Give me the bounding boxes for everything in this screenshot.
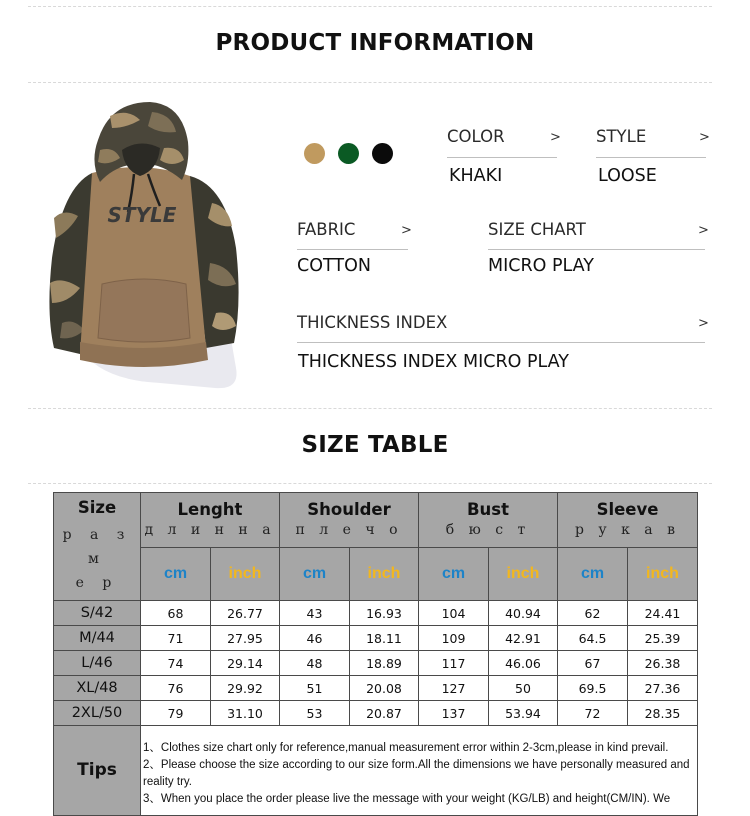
value-cell: 67 — [558, 651, 628, 676]
size-chart-value: MICRO PLAY — [488, 256, 594, 276]
size-table — [53, 492, 698, 816]
value-cell: 137 — [419, 701, 489, 726]
value-cell: 26.38 — [628, 651, 698, 676]
size-cell: 2XL/50 — [54, 701, 141, 726]
value-cell: 76 — [141, 676, 211, 701]
value-cell: 43 — [280, 601, 350, 626]
table-row — [54, 626, 698, 651]
value-cell: 79 — [141, 701, 211, 726]
divider-before-size-table — [28, 408, 712, 409]
value-cell: 40.94 — [489, 601, 558, 626]
size-table-title: SIZE TABLE — [301, 432, 449, 458]
value-cell: 71 — [141, 626, 211, 651]
unit-cm: cm — [441, 565, 466, 582]
unit-cm: cm — [580, 565, 605, 582]
table-row — [54, 601, 698, 626]
unit-inch-header — [489, 548, 558, 601]
color-label: COLOR — [447, 127, 505, 146]
size-cell: S/42 — [54, 601, 141, 626]
tip-2: 2、Please choose the size according to our size form.All the dimensions we have personally measured and reality try. — [143, 759, 690, 788]
group-en: Bust — [466, 500, 510, 519]
value-cell: 117 — [419, 651, 489, 676]
style-label: STYLE — [596, 127, 647, 146]
value-cell: 42.91 — [489, 626, 558, 651]
table-row — [54, 701, 698, 726]
size-cell: L/46 — [54, 651, 141, 676]
unit-inch-header — [211, 548, 280, 601]
value-cell: 20.08 — [350, 676, 419, 701]
value-cell: 51 — [280, 676, 350, 701]
unit-cm: cm — [302, 565, 327, 582]
tips-label: Tips — [77, 760, 117, 780]
style-chevron-right-icon: > — [699, 130, 710, 145]
unit-cm-header — [558, 548, 628, 601]
group-header-bust — [419, 493, 558, 548]
value-cell: 46.06 — [489, 651, 558, 676]
value-cell: 18.89 — [350, 651, 419, 676]
unit-inch: inch — [228, 565, 262, 582]
fabric-underline — [297, 249, 408, 250]
value-cell: 68 — [141, 601, 211, 626]
size-header-en: Size — [77, 498, 117, 517]
swatch-green[interactable] — [338, 143, 359, 164]
value-cell: 69.5 — [558, 676, 628, 701]
color-underline — [447, 157, 557, 158]
value-cell: 109 — [419, 626, 489, 651]
group-ru: п л е ч о — [295, 522, 403, 538]
tips-row — [54, 726, 698, 816]
value-cell: 74 — [141, 651, 211, 676]
value-cell: 127 — [419, 676, 489, 701]
unit-inch-header — [628, 548, 698, 601]
value-cell: 26.77 — [211, 601, 280, 626]
group-en: Sleeve — [596, 500, 659, 519]
thickness-chevron-right-icon: > — [698, 316, 709, 331]
value-cell: 20.87 — [350, 701, 419, 726]
value-cell: 53.94 — [489, 701, 558, 726]
tips-header — [54, 726, 141, 816]
value-cell: 31.10 — [211, 701, 280, 726]
fabric-chevron-right-icon: > — [401, 223, 412, 238]
unit-inch-header — [350, 548, 419, 601]
value-cell: 27.95 — [211, 626, 280, 651]
hoodie-graphic-text: STYLE — [107, 203, 177, 227]
value-cell: 28.35 — [628, 701, 698, 726]
fabric-label: FABRIC — [297, 220, 356, 239]
tip-1: 1、Clothes size chart only for reference,manual measurement error within 2-3cm,please in kind prevail. — [143, 742, 669, 754]
value-cell: 16.93 — [350, 601, 419, 626]
value-cell: 72 — [558, 701, 628, 726]
fabric-value: COTTON — [297, 256, 371, 276]
value-cell: 64.5 — [558, 626, 628, 651]
swatch-black[interactable] — [372, 143, 393, 164]
value-cell: 50 — [489, 676, 558, 701]
unit-cm-header — [419, 548, 489, 601]
style-underline — [596, 157, 706, 158]
divider-after-size-title — [28, 483, 712, 484]
group-ru: б ю с т — [445, 522, 531, 538]
group-en: Lenght — [177, 500, 243, 519]
camo-hoodie-image — [40, 98, 250, 398]
tip-3: 3、When you place the order please live the message with your weight (KG/LB) and height(CM/IN). We — [143, 793, 671, 805]
unit-inch: inch — [506, 565, 540, 582]
color-value: KHAKI — [449, 166, 503, 186]
value-cell: 53 — [280, 701, 350, 726]
divider-under-title — [28, 82, 712, 83]
size-chart-underline — [488, 249, 705, 250]
group-header-shoulder — [280, 493, 419, 548]
size-chart-label: SIZE CHART — [488, 220, 586, 239]
size-header-ru-1: р а з м — [62, 527, 132, 567]
unit-cm-header — [141, 548, 211, 601]
thickness-value: THICKNESS INDEX MICRO PLAY — [298, 352, 569, 372]
value-cell: 48 — [280, 651, 350, 676]
divider-top — [28, 6, 712, 7]
group-header-sleeve — [558, 493, 698, 548]
size-cell: XL/48 — [54, 676, 141, 701]
value-cell: 104 — [419, 601, 489, 626]
group-ru: д л и н н а — [144, 522, 276, 538]
value-cell: 18.11 — [350, 626, 419, 651]
size-header-ru-2: е р — [75, 575, 119, 591]
color-chevron-right-icon: > — [550, 130, 561, 145]
group-en: Shoulder — [307, 500, 391, 519]
unit-cm-header — [280, 548, 350, 601]
style-value: LOOSE — [598, 166, 657, 186]
unit-cm: cm — [163, 565, 188, 582]
unit-inch: inch — [646, 565, 679, 582]
table-row — [54, 676, 698, 701]
size-cell: M/44 — [54, 626, 141, 651]
value-cell: 62 — [558, 601, 628, 626]
value-cell: 29.92 — [211, 676, 280, 701]
thickness-label: THICKNESS INDEX — [297, 313, 448, 332]
group-header-length — [141, 493, 280, 548]
value-cell: 27.36 — [628, 676, 698, 701]
table-row — [54, 651, 698, 676]
thickness-underline — [297, 342, 705, 343]
value-cell: 25.39 — [628, 626, 698, 651]
value-cell: 24.41 — [628, 601, 698, 626]
size-header — [54, 493, 141, 601]
group-ru: р у к а в — [575, 522, 680, 538]
size-chart-chevron-right-icon: > — [698, 223, 709, 238]
value-cell: 29.14 — [211, 651, 280, 676]
tips-content — [141, 726, 698, 816]
value-cell: 46 — [280, 626, 350, 651]
unit-inch: inch — [367, 565, 401, 582]
swatch-khaki[interactable] — [304, 143, 325, 164]
page-title: PRODUCT INFORMATION — [215, 30, 535, 56]
